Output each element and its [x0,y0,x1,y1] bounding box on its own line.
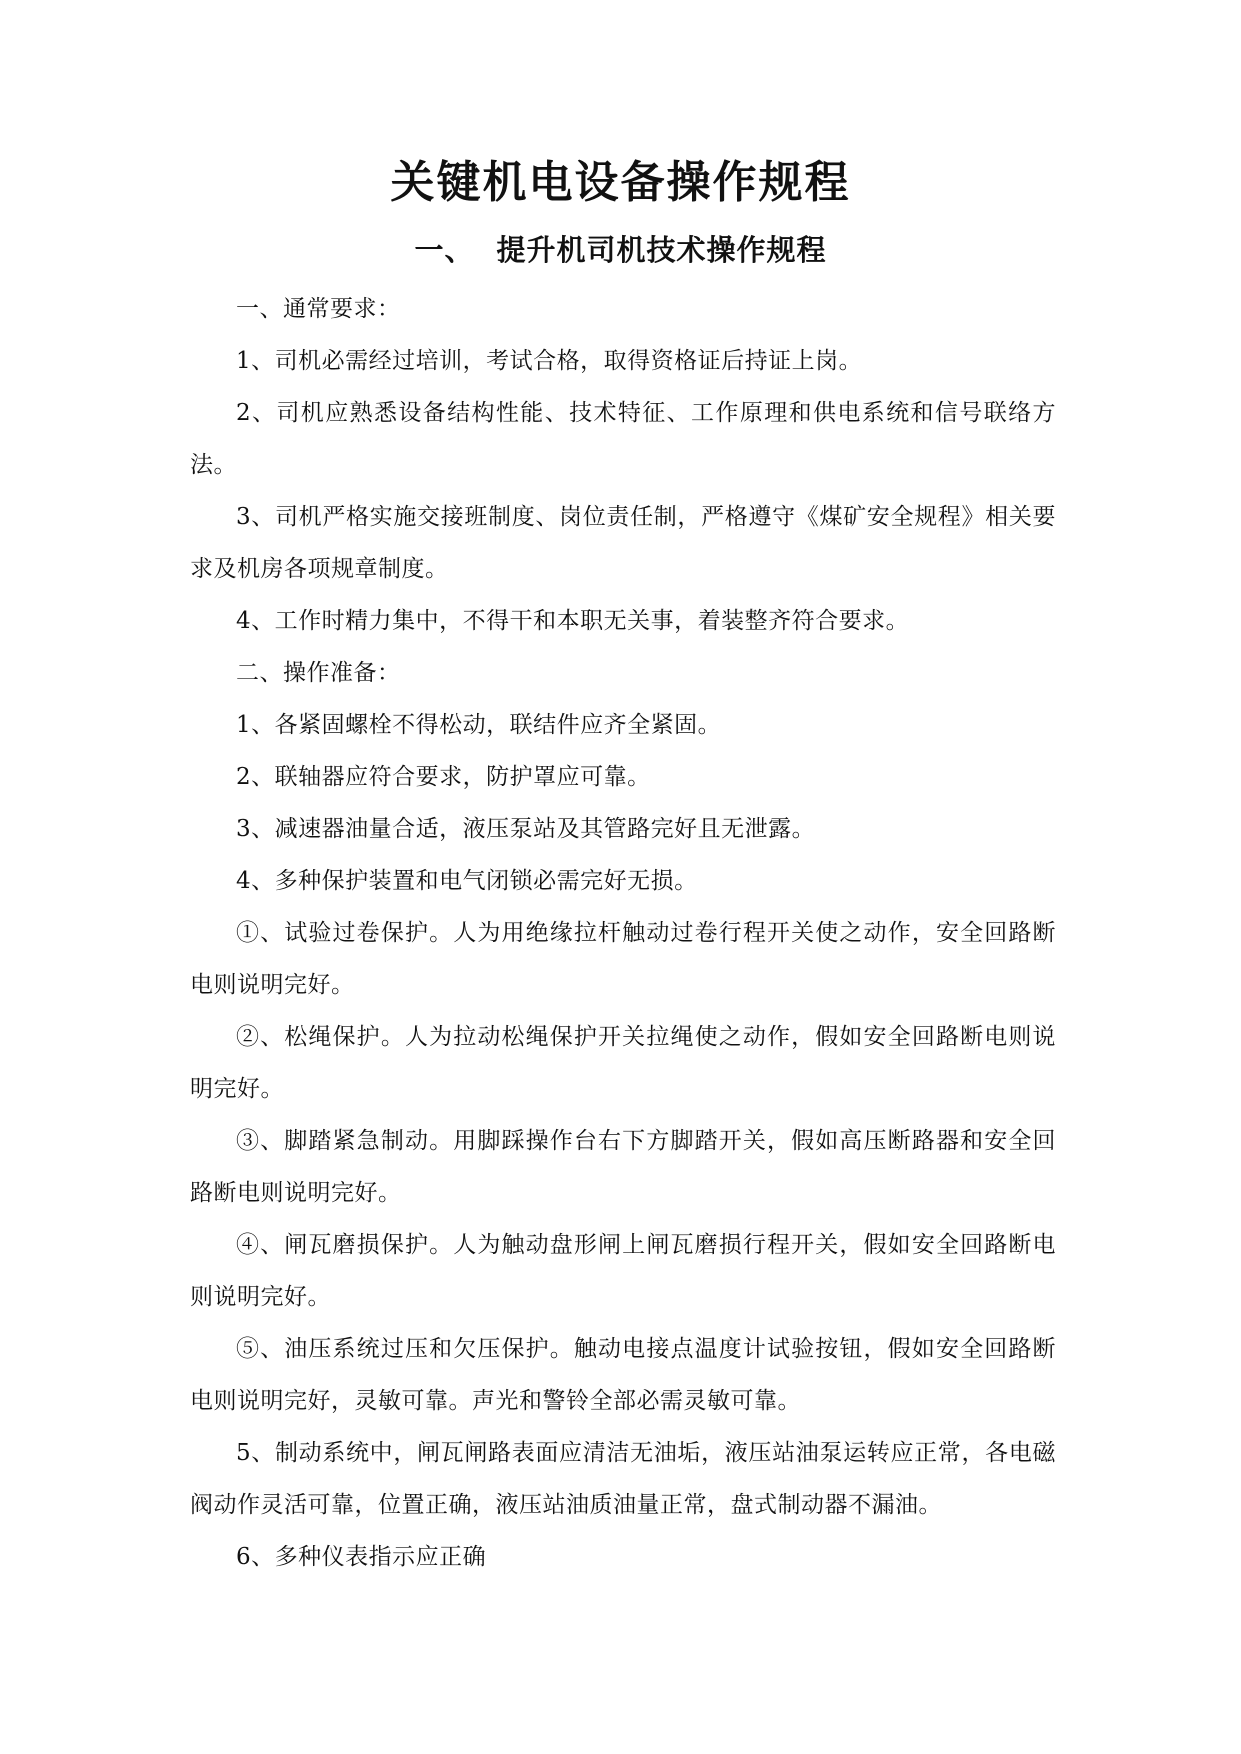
paragraph: ③、脚踏紧急制动。用脚踩操作台右下方脚踏开关，假如高压断路器和安全回路断电则说明完好。 [190,1128,1056,1206]
document-body [190,283,1056,1583]
paragraph: 二、操作准备： [236,660,401,686]
document-title: 关键机电设备操作规程 [390,157,851,208]
paragraph: ⑤、油压系统过压和欠压保护。触动电接点温度计试验按钮，假如安全回路断电则说明完好，灵敏可靠。声光和警铃全部必需灵敏可靠。 [190,1336,1056,1414]
paragraph: 2、司机应熟悉设备结构性能、技术特征、工作原理和供电系统和信号联络方法。 [190,400,1056,478]
section-heading-text: 提升机司机技术操作规程 [496,233,827,267]
paragraph: 3、减速器油量合适，液压泵站及其管路完好且无泄露。 [236,816,816,842]
paragraph: ④、闸瓦磨损保护。人为触动盘形闸上闸瓦磨损行程开关，假如安全回路断电则说明完好。 [190,1232,1056,1310]
paragraph: ②、松绳保护。人为拉动松绳保护开关拉绳使之动作，假如安全回路断电则说明完好。 [190,1024,1056,1102]
section-heading-number: 一、 [414,233,475,267]
paragraph: 3、司机严格实施交接班制度、岗位责任制，严格遵守《煤矿安全规程》相关要求及机房各项规章制度。 [190,504,1056,582]
paragraph: 1、司机必需经过培训，考试合格，取得资格证后持证上岗。 [236,348,863,374]
paragraph: ①、试验过卷保护。人为用绝缘拉杆触动过卷行程开关使之动作，安全回路断电则说明完好。 [190,920,1056,998]
paragraph: 一、通常要求： [236,296,401,322]
paragraph: 4、工作时精力集中，不得干和本职无关事，着装整齐符合要求。 [236,608,910,634]
paragraph: 2、联轴器应符合要求，防护罩应可靠。 [236,764,651,790]
paragraph: 1、各紧固螺栓不得松动，联结件应齐全紧固。 [236,712,722,738]
paragraph: 6、多种仪表指示应正确 [236,1544,487,1570]
section-heading [0,226,1241,274]
paragraph: 5、制动系统中，闸瓦闸路表面应清洁无油垢，液压站油泵运转应正常，各电磁阀动作灵活可靠，位置正确，液压站油质油量正常，盘式制动器不漏油。 [190,1440,1056,1518]
paragraph: 4、多种保护装置和电气闭锁必需完好无损。 [236,868,698,894]
